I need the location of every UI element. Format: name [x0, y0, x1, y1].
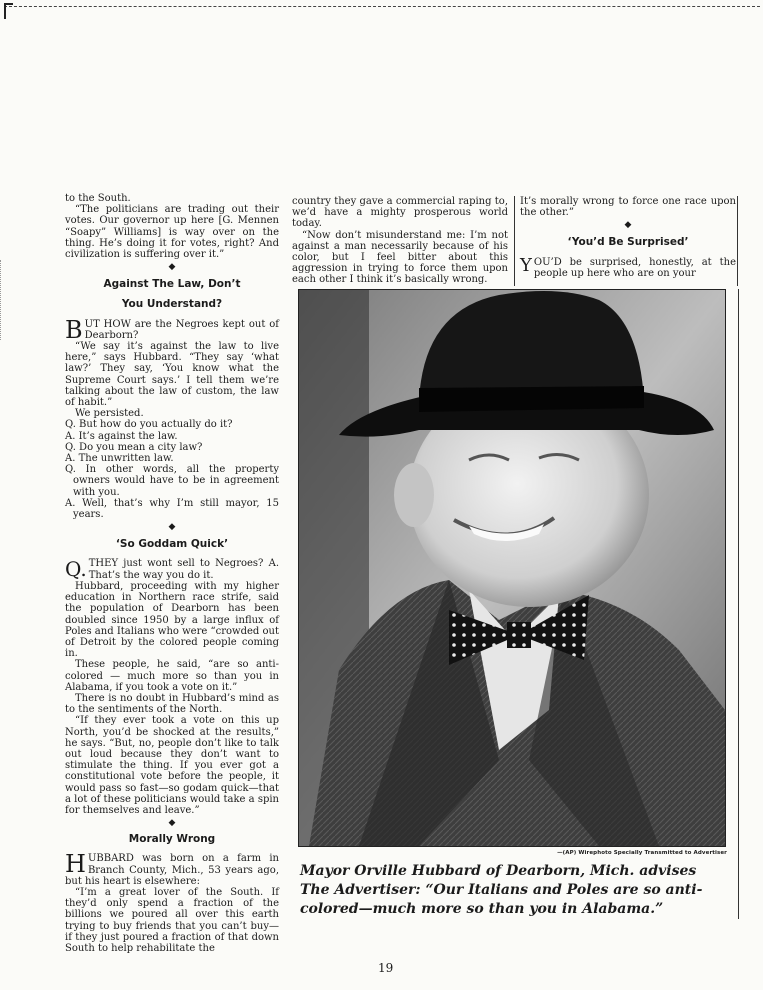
- subheading: ‘You’d Be Surprised’: [567, 236, 689, 249]
- drop-cap: Y: [520, 254, 532, 276]
- paragraph: “I’m a great lover of the South. If they’d only spend a fraction of the billions we poured all over this earth trying to buy friends that you can’t buy—if they just poured a fraction of that down South to help rehabilitate the: [65, 886, 279, 954]
- paragraph: It’s morally wrong to force one race upon the other.”: [520, 196, 736, 219]
- paragraph: Hubbard, proceeding with my higher education in Northern race strife, said the population of Dearborn has been doubled since 1950 by a large influx of Poles and Italians who were “crowded out of Detroit by the colored people coming in.: [65, 580, 279, 660]
- diamond-separator-icon: ◆: [168, 522, 176, 533]
- margin-specks: [0, 260, 7, 340]
- drop-cap: B: [65, 315, 83, 344]
- man-in-hat-image: [299, 290, 725, 846]
- paragraph: There is no doubt in Hubbard’s mind as to the sentiments of the North.: [65, 692, 279, 716]
- photo-caption: Mayor Orville Hubbard of Dearborn, Mich. advises The Advertiser: “Our Italians and Poles are so anti-colored—much more so than you in Alabama.”: [300, 863, 703, 917]
- paragraph: “Now don’t misunderstand me: I’m not against a man necessarily because of his color, but I feel bitter about this aggression in trying to force them upon each other I think it’s basically wrong.: [292, 229, 508, 286]
- qa-line: A. Well, that’s why I’m still mayor, 15 years.: [65, 497, 279, 521]
- subheading: Morally Wrong: [128, 833, 216, 846]
- column-left: [65, 193, 279, 954]
- portrait-photo: [298, 289, 726, 847]
- column-right: [520, 196, 736, 279]
- photo-credit: —(AP) Wirephoto Specially Transmitted to Advertiser: [557, 850, 727, 856]
- diamond-separator-icon: ◆: [624, 220, 632, 231]
- paragraph: UT HOW are the Negroes kept out of Dearborn?: [84, 318, 279, 341]
- paragraph: THEY just wont sell to Negroes? A. That’s the way you do it.: [88, 558, 279, 581]
- paragraph: We persisted.: [75, 408, 144, 420]
- qa-line: Q. But how do you actually do it?: [65, 419, 233, 431]
- paragraph: “The politicians are trading out their votes. Our governor up here [G. Mennen “Soapy” Williams] is way over on the thing. He’s doing it for votes, right? And civilization is suffering over it.”: [65, 204, 279, 261]
- column-rule: [737, 196, 738, 286]
- paragraph: “We say it’s against the law to live here,” says Hubbard. “They say ‘what law?’ They say, ‘You know what the Supreme Court says.’ I tell them we’re talking about the law of custom, the law of habit.”: [65, 341, 279, 409]
- page-top-border: [4, 6, 760, 7]
- diamond-separator-icon: ◆: [168, 262, 176, 273]
- diamond-separator-icon: ◆: [168, 818, 176, 829]
- paragraph: These people, he said, “are so anti-colored — much more so than you in Alabama, if you took a vote on it.”: [65, 659, 279, 693]
- page-corner-mark: [4, 3, 13, 19]
- qa-line: Q. In other words, all the property owners would have to be in agreement with you.: [65, 464, 279, 498]
- paragraph: UBBARD was born on a farm in Branch County, Mich., 53 years ago, but his heart is elsewhere:: [65, 853, 279, 887]
- drop-cap: Q.: [65, 557, 87, 582]
- page-number: 19: [378, 961, 394, 975]
- paragraph: country they gave a commercial raping to, we’d have a mighty prosperous world today.: [292, 196, 508, 230]
- subheading: Against The Law, Don’t: [103, 278, 241, 291]
- column-rule: [514, 196, 515, 286]
- column-middle: [292, 196, 508, 286]
- paragraph: OU’D be surprised, honestly, at the people up here who are on your: [533, 256, 736, 279]
- drop-cap: H: [65, 850, 86, 879]
- column-rule: [738, 289, 739, 919]
- qa-line: A. It’s against the law.: [65, 430, 178, 442]
- qa-line: Q. Do you mean a city law?: [65, 441, 203, 453]
- subheading: You Understand?: [121, 298, 223, 311]
- paragraph: “If they ever took a vote on this up North, you’d be shocked at the results,” he says. “But, no, people don’t like to talk out loud because they don’t want to stimulate the thing. If you ever got a constitutional vote before the people, it would pass so fast—so godam quick—that a lot of these politicians would take a spin for themselves and leave.”: [65, 715, 279, 816]
- subheading: ‘So Goddam Quick’: [115, 538, 229, 551]
- qa-line: A. The unwritten law.: [65, 453, 174, 465]
- paragraph: to the South.: [65, 193, 131, 204]
